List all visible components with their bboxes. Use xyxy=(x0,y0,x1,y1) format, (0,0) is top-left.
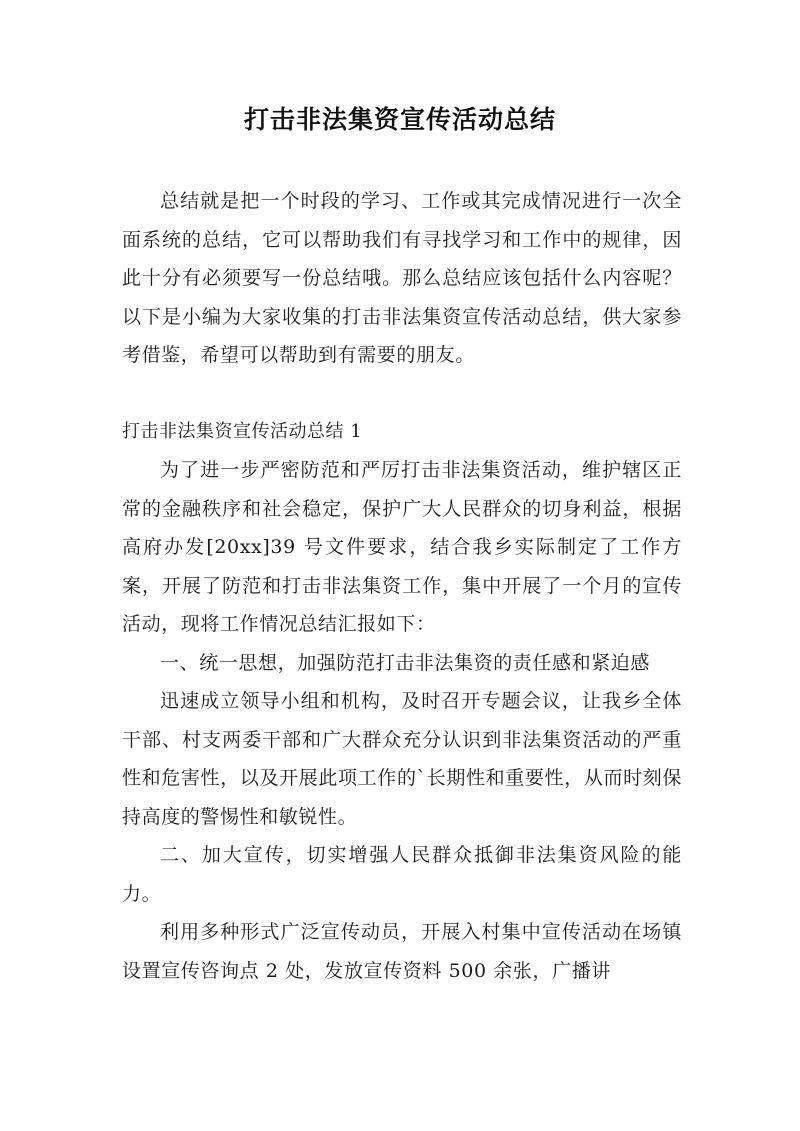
section-heading: 打击非法集资宣传活动总结 1 xyxy=(122,420,363,442)
document-title: 打击非法集资宣传活动总结 xyxy=(243,105,556,134)
subsection-heading: 一、统一思想，加强防范打击非法集资的责任感和紧迫感 xyxy=(160,651,651,674)
body-paragraph: 为了进一步严密防范和严厉打击非法集资活动，维护辖区正常的金融秩序和社会稳定，保护广大人民群众的切身利益，根据高府办发[20xx]39 号文件要求，结合我乡实际制定了工作方案，开展了防范和打击非法集资工作，集中开展了一个月的宣传活动，现将工作情况总结汇报如下： xyxy=(122,459,682,635)
document-body xyxy=(122,182,682,990)
body-paragraph: 利用多种形式广泛宣传动员，开展入村集中宣传活动在场镇设置宣传咨询点 2 处，发放宣传资料 500 余张，广播讲 xyxy=(122,921,682,982)
body-paragraph: 迅速成立领导小组和机构，及时召开专题会议，让我乡全体干部、村支两委干部和广大群众充分认识到非法集资活动的严重性和危害性，以及开展此项工作的`长期性和重要性，从而时刻保持高度的警惕性和敏锐性。 xyxy=(122,690,682,828)
subsection-heading: 二、加大宣传，切实增强人民群众抵御非法集资风险的能力。 xyxy=(122,844,682,905)
paragraph-spacer xyxy=(122,375,682,413)
intro-paragraph: 总结就是把一个时段的学习、工作或其完成情况进行一次全面系统的总结，它可以帮助我们有寻找学习和工作中的规律，因此十分有必须要写一份总结哦。那么总结应该包括什么内容呢？以下是小编为大家收集的打击非法集资宣传活动总结，供大家参考借鉴，希望可以帮助到有需要的朋友。 xyxy=(122,190,682,366)
